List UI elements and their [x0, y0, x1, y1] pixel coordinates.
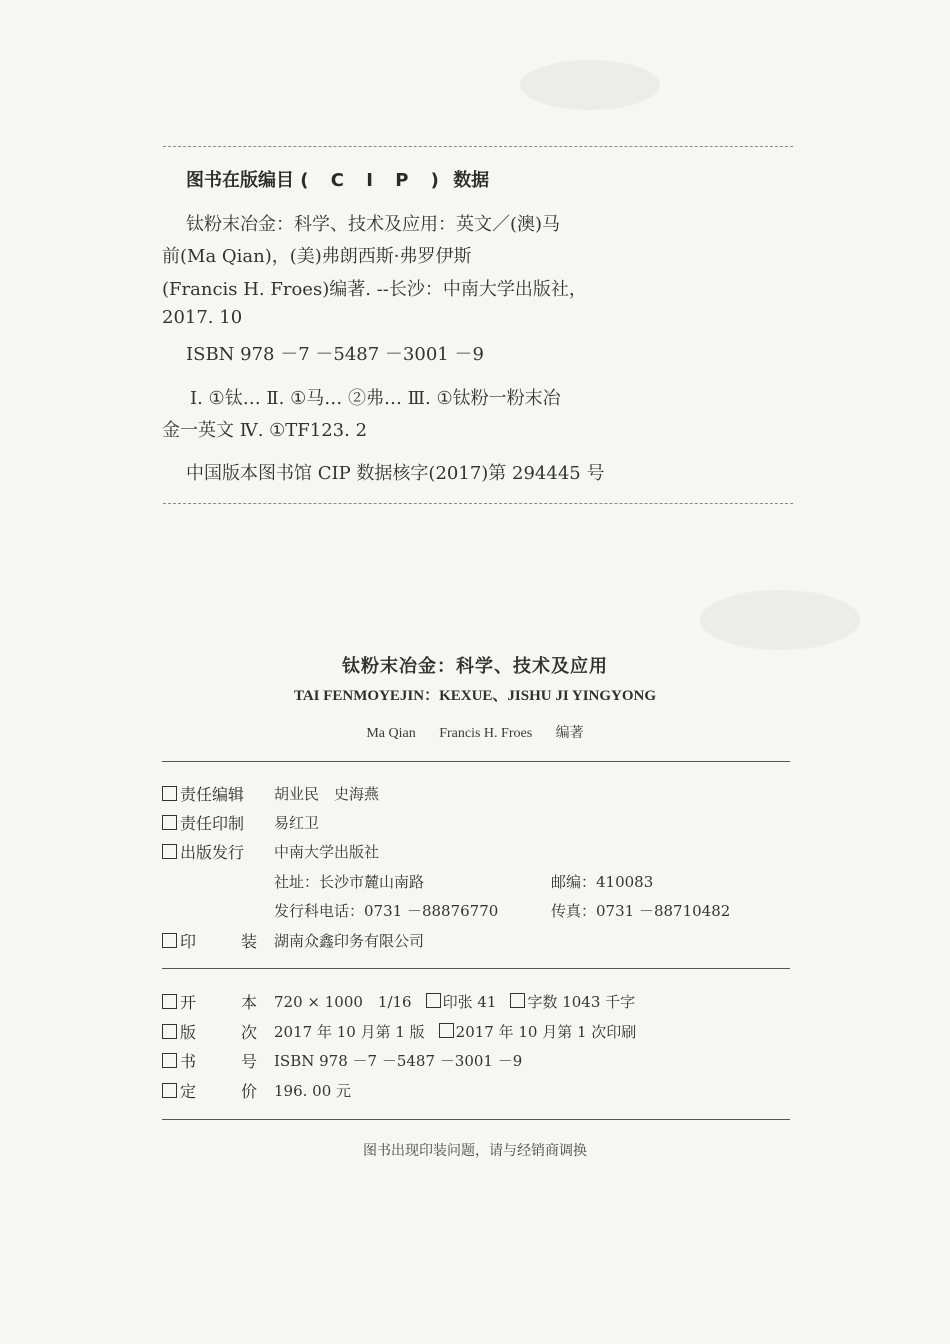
- cip-line-4: 2017. 10: [162, 307, 243, 328]
- specs-bottom-rule: [162, 1119, 790, 1120]
- book-title-pinyin: TAI FENMOYEJIN：KEXUE、JISHU JI YINGYONG: [293, 688, 657, 704]
- cip-line-3: (Francis H. Froes)编著. --长沙：中南大学出版社，: [162, 279, 587, 300]
- print-run: 2017 年 10 月第 1 次印刷: [455, 1023, 637, 1041]
- cip-heading-main: 图书在版编目: [186, 170, 294, 191]
- cip-line-classification-2: 金一英文 Ⅳ. ①TF123. 2: [162, 420, 368, 441]
- checkbox-square-icon: [162, 786, 177, 801]
- checkbox-square-icon: [510, 993, 525, 1008]
- price-value: 196. 00 元: [274, 1082, 352, 1100]
- edition-value: [274, 1021, 636, 1042]
- scan-smudge: [520, 60, 660, 110]
- book-authors: [0, 722, 950, 742]
- footer-note: 图书出现印装问题，请与经销商调换: [363, 1143, 587, 1159]
- checkbox-square-icon: [162, 1083, 177, 1098]
- author-1: Ma Qian: [366, 726, 416, 741]
- printing-value: 易红卫: [274, 814, 320, 832]
- format-size: 720 × 1000 1/16: [274, 993, 412, 1011]
- cip-heading-data: 数据: [453, 170, 490, 191]
- cip-bottom-rule: [163, 503, 793, 504]
- isbn-label: 书 号: [162, 1049, 257, 1072]
- checkbox-square-icon: [162, 815, 177, 830]
- printer-value: 湖南众鑫印务有限公司: [274, 932, 425, 950]
- author-role: 编著: [555, 726, 584, 741]
- price-label: 定 价: [162, 1079, 257, 1102]
- book-title: 钛粉末冶金：科学、技术及应用: [342, 656, 608, 677]
- cip-line-2: 前(Ma Qian)，(美)弗朗西斯·弗罗伊斯: [162, 246, 472, 267]
- checkbox-square-icon: [162, 1024, 177, 1039]
- sheets-value: 印张 41: [442, 993, 497, 1011]
- checkbox-square-icon: [162, 844, 177, 859]
- cip-line-classification-1: Ⅰ. ①钛… Ⅱ. ①马… ②弗… Ⅲ. ①钛粉一粉末冶: [190, 388, 561, 409]
- edition-label: 版 次: [162, 1020, 257, 1043]
- editor-value: 胡业民 史海燕: [274, 785, 380, 803]
- cip-top-rule: [163, 146, 793, 147]
- checkbox-square-icon: [162, 994, 177, 1009]
- credits-top-rule: [162, 761, 790, 762]
- format-value: [274, 991, 635, 1012]
- checkbox-square-icon: [426, 993, 441, 1008]
- checkbox-square-icon: [439, 1023, 454, 1038]
- scan-smudge: [700, 590, 860, 650]
- cip-heading: [186, 166, 489, 192]
- specs-top-rule: [162, 968, 790, 969]
- format-label: 开 本: [162, 990, 257, 1013]
- isbn-value: ISBN 978 －7 －5487 －3001 －9: [274, 1052, 523, 1070]
- cip-line-record-number: 中国版本图书馆 CIP 数据核字(2017)第 294445 号: [186, 463, 605, 484]
- publisher-label: 出版发行: [162, 840, 244, 863]
- cip-heading-cip: ( C I P ): [300, 170, 447, 191]
- publisher-value: 中南大学出版社: [274, 843, 380, 861]
- checkbox-square-icon: [162, 1053, 177, 1068]
- printing-label: 责任印制: [162, 811, 244, 834]
- editor-label: 责任编辑: [162, 782, 244, 805]
- cip-line-1: 钛粉末冶金：科学、技术及应用：英文／(澳)马: [186, 214, 561, 235]
- publisher-address: 社址：长沙市麓山南路: [274, 873, 425, 891]
- printer-label: 印 装: [162, 929, 257, 952]
- publisher-fax: 传真：0731 －88710482: [551, 902, 731, 920]
- cip-line-isbn: ISBN 978 －7 －5487 －3001 －9: [186, 344, 484, 365]
- publisher-postcode: 邮编：410083: [551, 873, 654, 891]
- publisher-phone: 发行科电话：0731 －88876770: [274, 902, 499, 920]
- author-2: Francis H. Froes: [439, 726, 533, 741]
- words-value: 字数 1043 千字: [527, 993, 636, 1011]
- edition-date: 2017 年 10 月第 1 版: [274, 1023, 425, 1041]
- checkbox-square-icon: [162, 933, 177, 948]
